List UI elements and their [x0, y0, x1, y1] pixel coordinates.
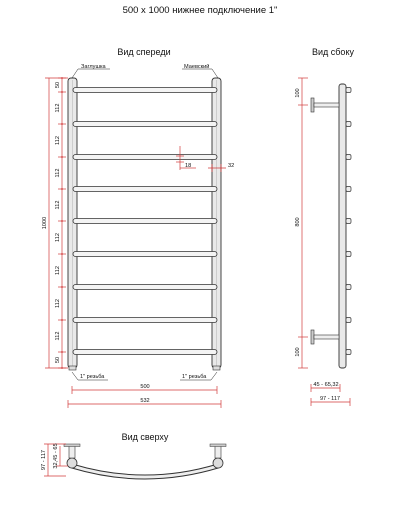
seg-label-9: 50: [55, 356, 61, 364]
side-middle-label: 800: [295, 217, 301, 227]
top-wall-bracket: [311, 98, 339, 112]
seg-dot-6: [61, 253, 63, 255]
mayevsky-label: Маевский: [184, 64, 210, 70]
side-bar-end-3: [346, 219, 351, 224]
side-view: [295, 47, 354, 406]
front-view: [42, 47, 234, 408]
side-vertical-pipe: [339, 84, 346, 368]
side-bar-end-1: [346, 155, 351, 160]
seg-label-1: 112: [55, 103, 61, 113]
seg-label-6: 112: [55, 266, 61, 275]
side-bar-end-0: [346, 122, 351, 127]
seg-dot-0: [61, 77, 63, 79]
seg-dot-9: [61, 351, 63, 353]
seg-dot-3: [61, 156, 63, 158]
seg-label-2: 112: [55, 136, 61, 145]
crossbar-2: [73, 155, 217, 160]
seg-dot-2: [61, 123, 63, 125]
crossbar-7: [73, 318, 217, 323]
crossbar-6: [73, 285, 217, 290]
seg-dot-5: [61, 220, 63, 222]
seg-label-5: 112: [55, 233, 61, 242]
drawing-title: 500 x 1000 нижнее подключение 1": [122, 5, 278, 16]
side-bar-end-5: [346, 285, 351, 290]
seg-label-0: 50: [55, 81, 61, 89]
width-inner-label: 500: [140, 384, 150, 390]
seg-dot-8: [61, 319, 63, 321]
thread-left-label: 1" резьба: [80, 374, 105, 380]
seg-label-8: 112: [55, 331, 61, 341]
side-crossbar-ends: [346, 88, 351, 355]
side-bar-end-2: [346, 187, 351, 192]
side-depth-b-label: 97 - 117: [319, 396, 341, 402]
bottom-wall-bracket: [311, 330, 339, 344]
top-inner-label: 32,45 - 65: [53, 443, 59, 469]
side-view-title: Вид сбоку: [312, 47, 354, 57]
top-left-pipe: [67, 458, 77, 468]
seg-label-4: 112: [55, 200, 61, 210]
side-top-label: 100: [295, 88, 301, 98]
crossbar-5: [73, 252, 217, 257]
crossbar-1: [73, 122, 217, 127]
front-view-title: Вид спереди: [117, 47, 171, 57]
seg-label-3: 112: [55, 168, 61, 178]
crossbar-3: [73, 187, 217, 192]
top-outer-label: 97 - 117: [41, 449, 47, 471]
side-bar-end-extra-0: [346, 88, 351, 93]
crossbars: [73, 88, 217, 355]
side-bar-end-extra-1: [346, 350, 351, 355]
side-bar-end-4: [346, 252, 351, 257]
top-right-pipe: [213, 458, 223, 468]
seg-dot-1: [61, 91, 63, 93]
width-outer-label: 532: [140, 398, 150, 404]
plug-label: Заглушка: [81, 64, 106, 70]
crossbar-0: [73, 88, 217, 93]
crossbar-4: [73, 219, 217, 224]
pipe-dia-label: 32: [228, 163, 235, 169]
top-view-title: Вид сверху: [121, 432, 169, 442]
seg-dot-4: [61, 188, 63, 190]
seg-dot-7: [61, 286, 63, 288]
top-view: [41, 432, 226, 477]
seg-dot-10: [61, 367, 63, 369]
side-bar-end-6: [346, 318, 351, 323]
bar-offset-label: 18: [185, 163, 192, 169]
seg-label-7: 112: [55, 299, 61, 308]
side-depth-a-label: 45 - 65,32: [313, 382, 339, 388]
crossbar-8: [73, 350, 217, 355]
height-total-label: 1000: [42, 216, 48, 230]
thread-right-label: 1" резьба: [182, 374, 207, 380]
side-bottom-label: 100: [295, 347, 301, 357]
